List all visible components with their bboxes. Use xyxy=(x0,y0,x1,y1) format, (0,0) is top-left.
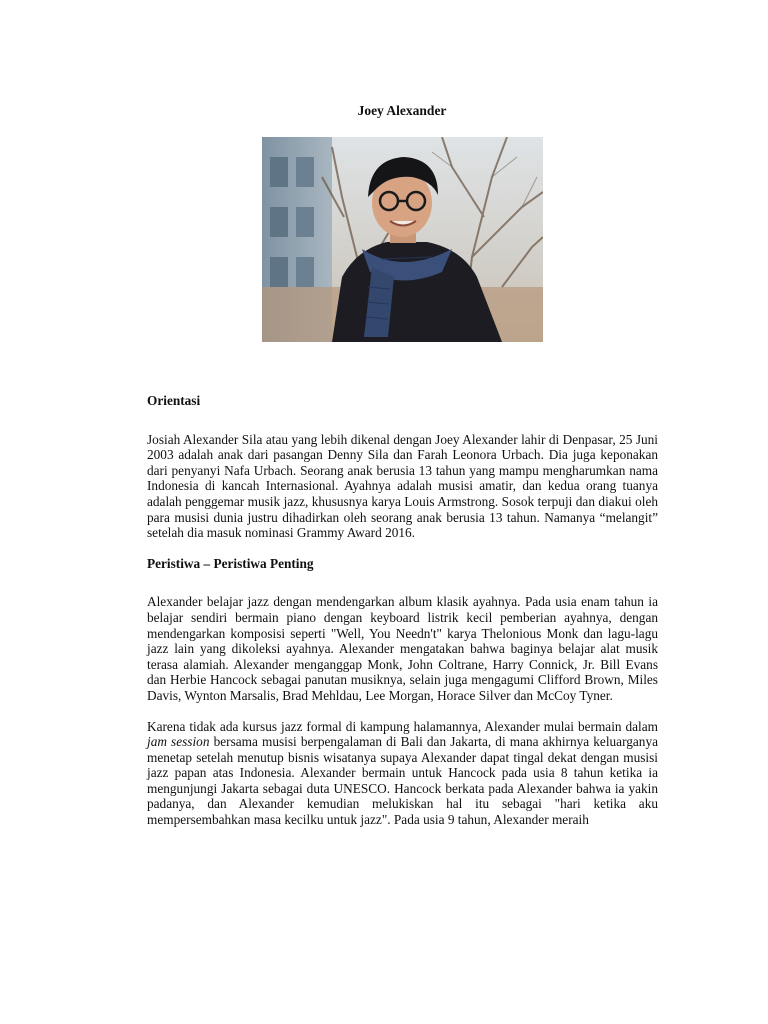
paragraph-text: bersama musisi berpengalaman di Bali dan Jakarta, di mana akhirnya keluarganya menetap setelah menutup bisnis wisatanya supaya Alexander dapat tingal dekat dengan musisi jazz papan atas Indonesia. Alexander bermain untuk Hancock pada usia 8 tahun ketika ia mengunjungi Jakarta sebagai duta UNESCO. Hancock berkata pada Alexander bahwa ia yakin padanya, dan Alexander kemudian melukiskan hal itu sebagai "hari ketika aku mempersembahkan masa kecilku untuk jazz". Pada usia 9 tahun, Alexander meraih xyxy=(147,734,659,828)
document-body xyxy=(147,393,658,828)
section-heading-peristiwa: Peristiwa – Peristiwa Penting xyxy=(147,555,314,571)
paragraph-orientasi: Josiah Alexander Sila atau yang lebih dikenal dengan Joey Alexander lahir di Denpasar, 25 Juni 2003 adalah anak dari pasangan Denny Sila dan Farah Leonora Urbach. Dia juga keponakan dari penyanyi Nafa Urbach. Seorang anak berusia 13 tahun yang mampu mengharumkan nama Indonesia di kancah Internasional. Ayahnya adalah musisi amatir, dan kedua orang tuanya adalah penggemar musik jazz, khususnya karya Louis Armstrong. Sosok terpuji dan diakui oleh para musisi dunia justru dihadirkan oleh seorang anak berusia 13 tahun. Namanya “melangit” setelah dia masuk nominasi Grammy Award 2016. xyxy=(147,431,658,541)
section-heading-orientasi: Orientasi xyxy=(147,393,201,408)
paragraph-peristiwa-2 xyxy=(147,719,658,828)
paragraph-peristiwa-1: Alexander belajar jazz dengan mendengarkan album klasik ayahnya. Pada usia enam tahun ia belajar sendiri bermain piano dengan keyboard listrik kecil pemberian ayahnya, dengan mendengarkan komposisi seperti "Well, You Needn't" karya Thelonious Monk dan lagu-lagu jazz lain yang dikoleksi ayahnya. Alexander mengatakan bahwa baginya belajar alat musik terasa alamiah. Alexander menganggap Monk, John Coltrane, Harry Connick, Jr. Bill Evans dan Herbie Hancock sebagai panutan musiknya, selain juga mengagumi Clifford Brown, Miles Davis, Wynton Marsalis, Brad Mehldau, Lee Morgan, Horace Silver dan McCoy Tyner. xyxy=(147,594,658,703)
document-title: Joey Alexander xyxy=(357,103,447,118)
portrait-photo xyxy=(262,137,543,342)
italic-term: jam session xyxy=(147,734,210,750)
paragraph-text: Karena tidak ada kursus jazz formal di kampung halamannya, Alexander mulai bermain dalam xyxy=(147,718,658,734)
